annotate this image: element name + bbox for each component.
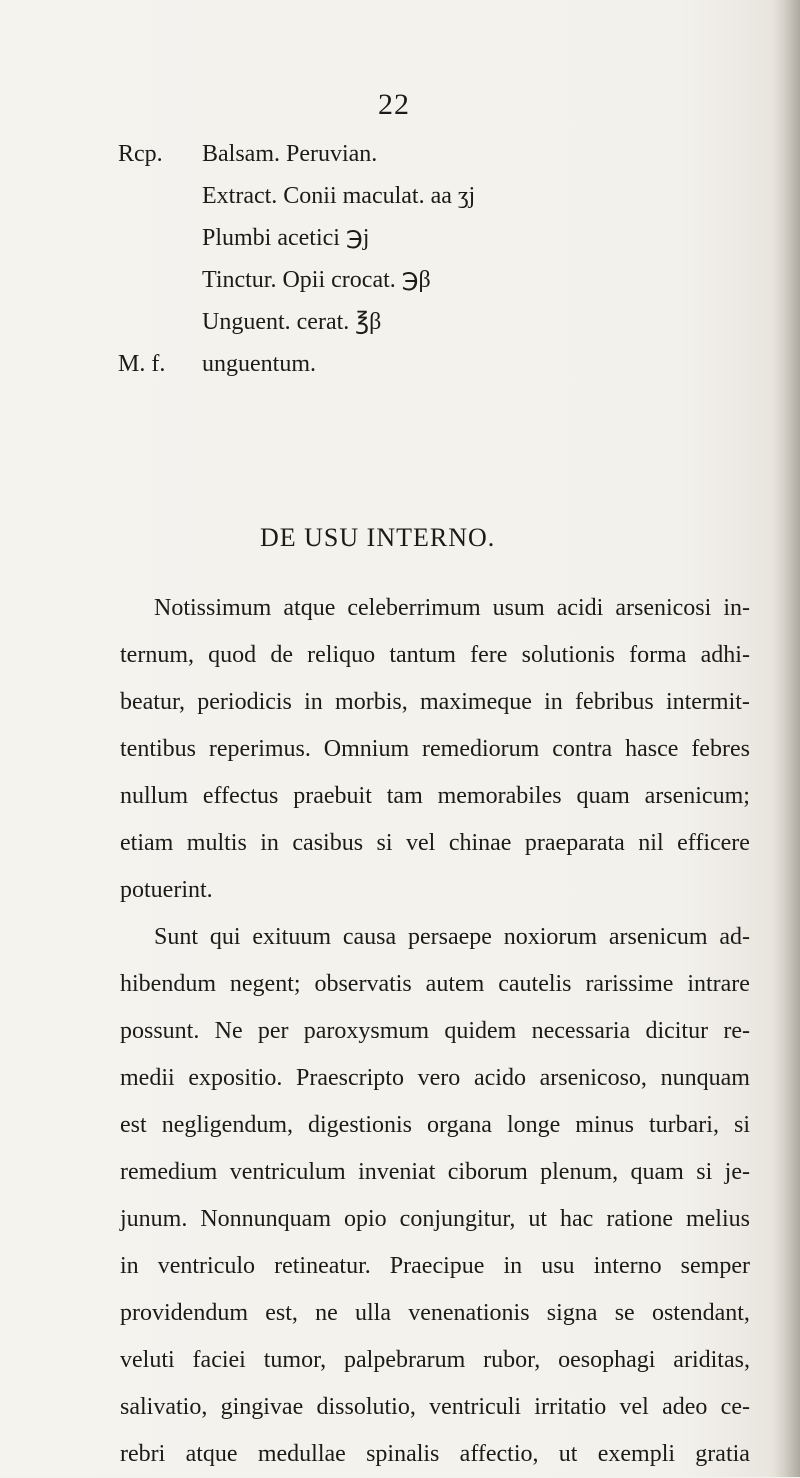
word: arsenicum; <box>644 783 750 809</box>
recipe-text: unguentum. <box>202 351 316 377</box>
word: exituum <box>252 924 331 950</box>
word: providendum <box>120 1300 248 1326</box>
word: conjungitur, <box>399 1206 516 1232</box>
word: medullae <box>257 1441 346 1467</box>
word: dicitur <box>645 1018 709 1044</box>
recipe-text: Tinctur. Opii crocat. ℈β <box>202 267 431 293</box>
word: causa <box>342 924 397 950</box>
word: noxiorum <box>503 924 598 950</box>
word: tam <box>386 783 423 809</box>
recipe-line <box>118 343 475 385</box>
recipe-line <box>118 301 475 343</box>
word: Praecipue <box>389 1253 485 1279</box>
text-line <box>120 820 750 867</box>
word: ariditas, <box>673 1347 750 1373</box>
word: nullum <box>120 783 189 809</box>
word: in <box>304 689 323 715</box>
word: arsenicosi <box>615 595 712 621</box>
page-number: 22 <box>378 88 410 121</box>
paragraph-2 <box>120 914 750 1478</box>
word: acidi <box>556 595 604 621</box>
word: reperimus. <box>208 736 311 762</box>
word: expositio. <box>188 1065 283 1091</box>
word: multis <box>186 830 247 856</box>
recipe-block <box>118 133 475 385</box>
text-line <box>120 585 750 632</box>
word: minus <box>575 1112 634 1138</box>
text-line <box>120 961 750 1008</box>
word: Omnium <box>323 736 410 762</box>
recipe-label <box>118 175 202 217</box>
word: hac <box>560 1206 594 1232</box>
word: autem <box>425 971 485 997</box>
word: in <box>260 830 279 856</box>
word: ne <box>315 1300 338 1326</box>
word: negent; <box>229 971 301 997</box>
word: organa <box>427 1112 492 1138</box>
word: exempli <box>597 1441 676 1467</box>
word: salivatio, <box>120 1394 208 1420</box>
recipe-text: Extract. Conii maculat. aa ʒj <box>202 183 476 209</box>
word: je- <box>724 1159 750 1185</box>
word: ce- <box>720 1394 750 1420</box>
word: Ne <box>214 1018 243 1044</box>
recipe-text: Unguent. cerat. ℥β <box>202 309 382 335</box>
recipe-label: Rcp. <box>118 141 163 167</box>
word: usum <box>492 595 545 621</box>
word: veluti <box>120 1347 175 1373</box>
word: febribus <box>575 689 654 715</box>
word: gratia <box>695 1441 750 1467</box>
word: chinae <box>448 830 512 856</box>
word: morbis, <box>335 689 408 715</box>
word: venenationis <box>408 1300 530 1326</box>
text-line <box>120 1290 750 1337</box>
word: reliquo <box>307 642 376 668</box>
word: in- <box>723 595 750 621</box>
paragraph-1 <box>120 585 750 914</box>
word: digestionis <box>308 1112 413 1138</box>
text-line <box>120 1431 750 1478</box>
word: possunt. <box>120 1018 200 1044</box>
word: ciborum <box>447 1159 528 1185</box>
word: est, <box>265 1300 298 1326</box>
word: rubor, <box>483 1347 541 1373</box>
word: spinalis <box>366 1441 440 1467</box>
recipe-line <box>118 217 475 259</box>
word: ventriculi <box>429 1394 522 1420</box>
word: forma <box>629 642 687 668</box>
word: de <box>270 642 293 668</box>
word: inveniat <box>358 1159 436 1185</box>
word: ternum, <box>120 642 194 668</box>
word: longe <box>506 1112 561 1138</box>
word: beatur, <box>120 689 186 715</box>
text-line <box>120 773 750 820</box>
word: usu <box>541 1253 575 1279</box>
word: Notissimum <box>154 595 272 621</box>
word: arsenicoso, <box>539 1065 647 1091</box>
text-line <box>120 1243 750 1290</box>
word: Nonnunquam <box>200 1206 331 1232</box>
word: hasce <box>625 736 679 762</box>
text-line <box>120 726 750 773</box>
recipe-label <box>118 301 202 343</box>
word: qui <box>209 924 241 950</box>
word: adeo <box>662 1394 708 1420</box>
word: arsenicum <box>608 924 708 950</box>
word: in <box>544 689 563 715</box>
word: vel <box>406 830 436 856</box>
word: si <box>696 1159 713 1185</box>
word: re- <box>723 1018 750 1044</box>
word: febres <box>691 736 750 762</box>
text-line <box>120 1384 750 1431</box>
word: ut <box>528 1206 548 1232</box>
word: Praescripto <box>296 1065 404 1091</box>
word: faciei <box>192 1347 246 1373</box>
word: medii <box>120 1065 175 1091</box>
body-text <box>120 585 750 1478</box>
word: palpebrarum <box>344 1347 466 1373</box>
text-line <box>120 1102 750 1149</box>
word: memorabiles <box>437 783 562 809</box>
word: ut <box>558 1441 578 1467</box>
word: solutionis <box>521 642 615 668</box>
word: opio <box>344 1206 387 1232</box>
word: remedium <box>120 1159 218 1185</box>
word: hibendum <box>120 971 216 997</box>
text-line <box>120 1055 750 1102</box>
word: se <box>614 1300 635 1326</box>
word: celeberrimum <box>347 595 481 621</box>
word: si <box>376 830 393 856</box>
word: quam <box>576 783 630 809</box>
word: persaepe <box>407 924 492 950</box>
word: praebuit <box>293 783 372 809</box>
word: turbari, <box>648 1112 719 1138</box>
word: quam <box>630 1159 684 1185</box>
text-line <box>120 914 750 961</box>
word: vero <box>417 1065 461 1091</box>
text-line <box>120 1008 750 1055</box>
recipe-label <box>118 217 202 259</box>
text-line <box>120 679 750 726</box>
word: fere <box>470 642 508 668</box>
word: oesophagi <box>558 1347 656 1373</box>
recipe-label: M. f. <box>118 351 166 377</box>
word: ratione <box>606 1206 673 1232</box>
word: rebri <box>120 1441 166 1467</box>
word: necessaria <box>531 1018 631 1044</box>
word: tantum <box>389 642 456 668</box>
word: melius <box>685 1206 750 1232</box>
text-line <box>120 1149 750 1196</box>
word: affectio, <box>459 1441 539 1467</box>
word: praeparata <box>524 830 625 856</box>
word: cautelis <box>498 971 572 997</box>
recipe-line <box>118 175 475 217</box>
word: dissolutio, <box>316 1394 416 1420</box>
word: vel <box>619 1394 649 1420</box>
word: acido <box>473 1065 526 1091</box>
word: intermit- <box>665 689 750 715</box>
word: atque <box>283 595 336 621</box>
word: est <box>120 1112 147 1138</box>
word: efficere <box>677 830 750 856</box>
word: signa <box>546 1300 598 1326</box>
word: observatis <box>314 971 412 997</box>
word: atque <box>185 1441 238 1467</box>
word: ostendant, <box>651 1300 750 1326</box>
word: gingivae <box>220 1394 304 1420</box>
word: quidem <box>444 1018 517 1044</box>
word: irritatio <box>534 1394 607 1420</box>
word: adhi- <box>700 642 750 668</box>
word: interno <box>593 1253 662 1279</box>
word: nil <box>638 830 664 856</box>
word: etiam <box>120 830 174 856</box>
word: negligendum, <box>161 1112 293 1138</box>
word: ulla <box>355 1300 392 1326</box>
word: intrare <box>687 971 750 997</box>
word: Sunt <box>154 924 199 950</box>
word: tumor, <box>263 1347 327 1373</box>
recipe-label <box>118 259 202 301</box>
recipe-text: Balsam. Peruvian. <box>202 141 378 167</box>
word: nunquam <box>660 1065 750 1091</box>
word: retineatur. <box>274 1253 371 1279</box>
word: in <box>503 1253 523 1279</box>
word: remediorum <box>422 736 540 762</box>
text-line <box>120 1196 750 1243</box>
recipe-line <box>118 133 475 175</box>
word: tentibus <box>120 736 196 762</box>
word: rarissime <box>585 971 674 997</box>
word: maximeque <box>419 689 532 715</box>
recipe-line <box>118 259 475 301</box>
section-heading: DE USU INTERNO. <box>260 523 496 552</box>
word: in <box>120 1253 139 1279</box>
word: periodicis <box>197 689 292 715</box>
text-line: potuerint. <box>120 877 213 903</box>
word: paroxysmum <box>303 1018 430 1044</box>
text-line <box>120 1337 750 1384</box>
word: per <box>257 1018 289 1044</box>
page-edge-shadow <box>774 0 800 1477</box>
word: ad- <box>719 924 750 950</box>
text-line <box>120 632 750 679</box>
recipe-text: Plumbi acetici ℈j <box>202 225 370 251</box>
word: quod <box>208 642 257 668</box>
word: si <box>733 1112 750 1138</box>
word: contra <box>552 736 613 762</box>
word: effectus <box>202 783 279 809</box>
word: ventriculo <box>157 1253 256 1279</box>
word: ventriculum <box>229 1159 346 1185</box>
word: casibus <box>292 830 364 856</box>
word: plenum, <box>540 1159 619 1185</box>
word: semper <box>680 1253 750 1279</box>
word: junum. <box>120 1206 188 1232</box>
